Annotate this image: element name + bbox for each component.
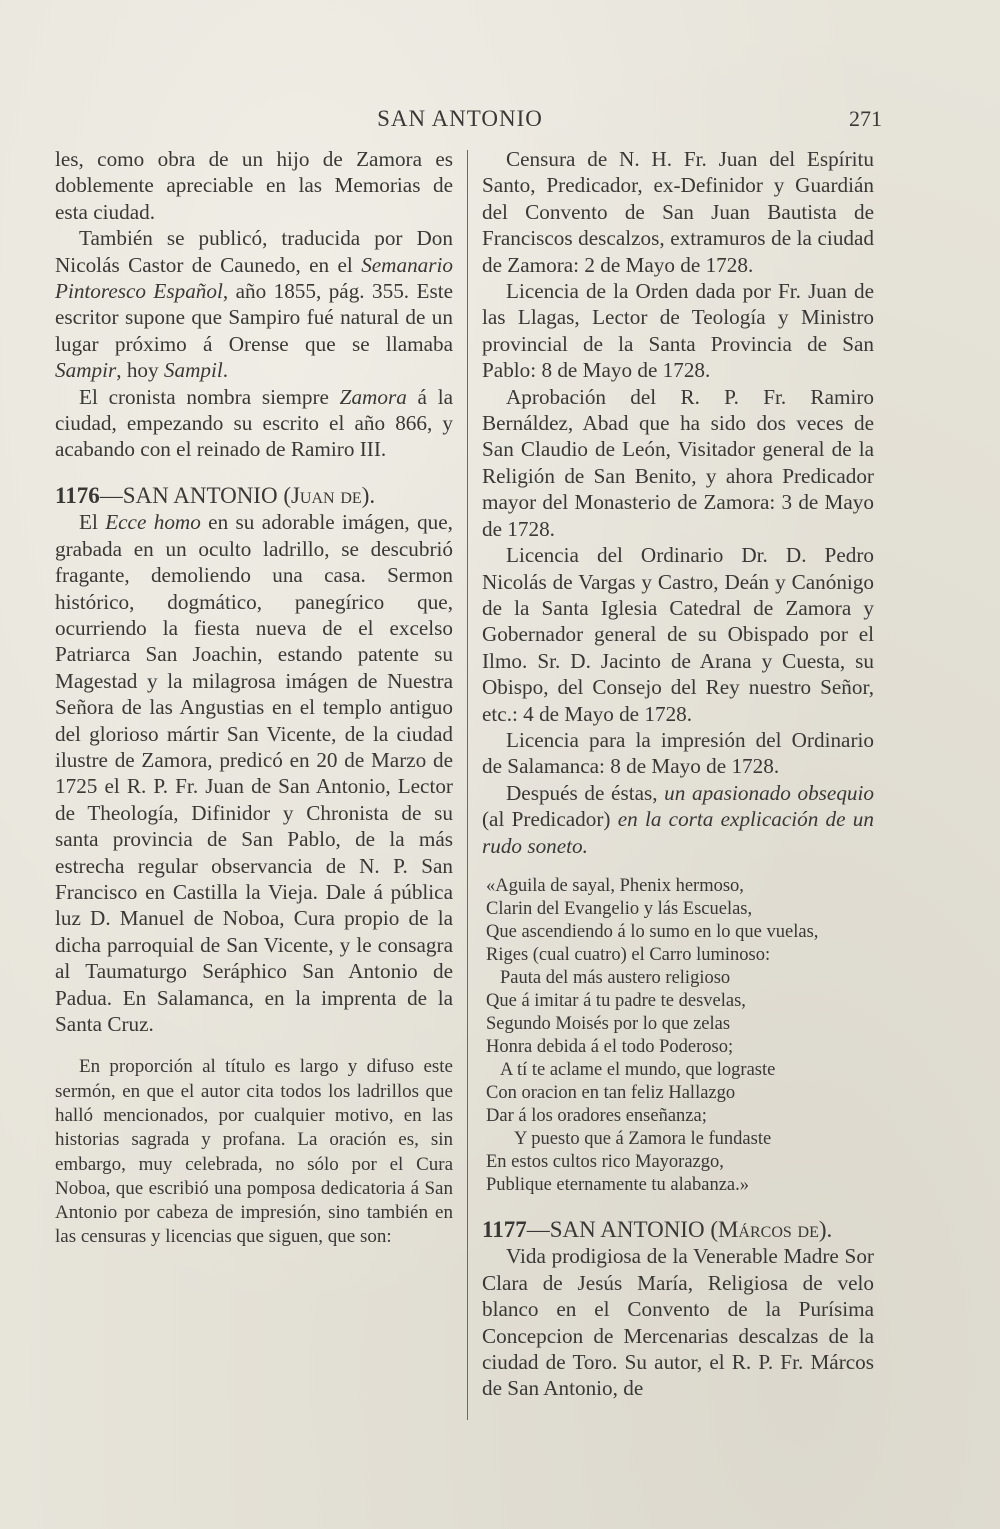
paragraph: En proporción al título es largo y difuso este sermón, en que el autor cita todos los ladrillos que halló mencionados, por cualquier motivo, en las historias sagrada y profana. La oración es, sin embargo, muy celebrada, no sólo por el Cura Noboa, que escribió una pomposa dedicatoria á San Antonio por cabeza de impresión, sino también en las censuras y licencias que siguen, que son: bbox=[55, 1056, 453, 1248]
italic-title: Semanario Pintoresco Español bbox=[55, 252, 453, 304]
italic-word: Sampil bbox=[163, 358, 223, 383]
italic-word: Zamora bbox=[339, 384, 407, 409]
paragraph: Censura de N. H. Fr. Juan del Espíritu Santo, Predicador, ex-Definidor y Guardián del Convento de San Juan Bautista de Franciscos descalzos, extramuros de la ciudad de Zamora: 2 de Mayo de 1728. bbox=[482, 147, 874, 277]
paragraph bbox=[55, 384, 453, 463]
text-run: (al Predicador) bbox=[482, 807, 618, 832]
right-column bbox=[482, 146, 874, 1402]
text-run: El cronista nombra siempre bbox=[79, 384, 340, 409]
italic-word: Ecce homo bbox=[105, 510, 201, 535]
paragraph: Vida prodigiosa de la Venerable Madre Sor Clara de Jesús María, Religiosa de velo blanco en el Convento de la Purísima Concepcion de Mercenarias descalzas de la ciudad de Toro. Su autor, el R. P. Fr. Márcos de San Antonio, de bbox=[482, 1244, 874, 1401]
poem-line: Publique eternamente tu alabanza.» bbox=[486, 1174, 750, 1195]
poem-line: Honra debida á el todo Poderoso; bbox=[486, 1036, 734, 1057]
poem-line: Segundo Moisés por lo que zelas bbox=[486, 1013, 731, 1034]
paragraph bbox=[482, 780, 874, 859]
poem-line: A tí te aclame el mundo, que lograste bbox=[500, 1059, 776, 1080]
poem-line: «Aguila de sayal, Phenix hermoso, bbox=[486, 875, 744, 896]
text-run: en su adorable imágen, que, grabada en un oculto ladrillo, se descubrió fragante, demoliendo una casa. Sermon histórico, dogmático, panegírico que, ocurriendo la fiesta nueva de el excelso Patriarca San Joachin, estando patente su Magestad y la milagrosa imágen de Nuestra Señora de las Angustias en el templo antiguo del glorioso mártir San Vicente, de la ciudad ilustre de Zamora, predicó en 20 de Marzo de 1725 el R. P. Fr. Juan de San Antonio, Lector de Theología, Difinidor y Chronista de su santa provincia de San Pablo, de la más estrecha regular observancia de N. P. San Francisco en Castilla la Vieja. Dale á pública luz D. Manuel de Noboa, Cura propio de la dicha parroquial de San Vicente, y le consagra al Taumaturgo Seráphico San Antonio de Padua. En Salamanca, en la imprenta de la Santa Cruz. bbox=[55, 510, 453, 1036]
italic-phrase: en la corta explicación de un rudo soneto. bbox=[482, 807, 874, 858]
text-run: También se publicó, traducida por Don Nicolás Castor de Caunedo, en el bbox=[55, 226, 453, 277]
text-run: ). bbox=[361, 482, 376, 508]
paragraph: les, como obra de un hijo de Zamora es doblemente apreciable en las Memorias de esta ciudad. bbox=[55, 147, 453, 224]
sonnet bbox=[482, 875, 874, 1197]
text-run: Después de éstas, bbox=[506, 780, 665, 805]
poem-line: Pauta del más austero religioso bbox=[500, 967, 731, 988]
page-number: 271 bbox=[849, 106, 882, 131]
spacer bbox=[55, 1037, 453, 1055]
paragraph: Aprobación del R. P. Fr. Ramiro Bernáldez, Abad que ha sido dos veces de San Claudio de León, Visitador general de la Religión de San Benito, y ahora Predicador mayor del Monasterio de Zamora: 3 de Mayo de 1728. bbox=[482, 384, 874, 541]
entry-name: —SAN ANTONIO ( bbox=[526, 1216, 718, 1242]
text-run: , hoy bbox=[116, 358, 164, 383]
poem-line: Clarin del Evangelio y lás Escuelas, bbox=[486, 898, 753, 919]
text-run: ). bbox=[818, 1216, 833, 1242]
paragraph: Licencia para la impresión del Ordinario de Salamanca: 8 de Mayo de 1728. bbox=[482, 727, 874, 779]
poem-line: Que ascendiendo á lo sumo en lo que vuelas, bbox=[486, 921, 819, 942]
poem-line: Dar á los oradores enseñanza; bbox=[486, 1105, 707, 1126]
entry-heading-1176 bbox=[55, 483, 453, 509]
poem-line: Con oracion en tan feliz Hallazgo bbox=[486, 1082, 736, 1103]
left-column bbox=[55, 146, 453, 1250]
entry-number: 1176 bbox=[55, 482, 100, 508]
text-run: . bbox=[222, 358, 229, 383]
entry-heading-1177 bbox=[482, 1217, 874, 1243]
paragraph: Licencia del Ordinario Dr. D. Pedro Nicolás de Vargas y Castro, Deán y Canónigo de la Santa Iglesia Catedral de Zamora y Gobernador general de su Obispado por el Ilmo. Sr. D. Jacinto de Arana y Cuesta, su Obispo, del Consejo del Rey nuestro Señor, etc.: 4 de Mayo de 1728. bbox=[482, 543, 874, 726]
entry-author: Juan de bbox=[290, 482, 362, 508]
poem-line: Riges (cual cuatro) el Carro luminoso: bbox=[486, 944, 771, 965]
italic-word: Sampir bbox=[55, 358, 117, 383]
entry-number: 1177 bbox=[482, 1216, 527, 1242]
italic-phrase: un apasionado obsequio bbox=[664, 780, 874, 805]
poem-line: Que á imitar á tu padre te desvelas, bbox=[486, 990, 746, 1011]
text-run: El bbox=[79, 510, 106, 535]
poem-line: Y puesto que á Zamora le fundaste bbox=[514, 1128, 772, 1149]
running-title: SAN ANTONIO bbox=[377, 106, 543, 131]
entry-author: Márcos de bbox=[717, 1216, 819, 1242]
entry-name: —SAN ANTONIO ( bbox=[99, 482, 291, 508]
text-run: , año 1855, pág. 355. Este escritor supone que Sampiro fué natural de un lugar próximo á Orense que se llamaba bbox=[55, 279, 453, 356]
paragraph: Licencia de la Orden dada por Fr. Juan de las Llagas, Lector de Teología y Ministro provincial de la Santa Provincia de San Pablo: 8 de Mayo de 1728. bbox=[482, 279, 874, 383]
paragraph bbox=[55, 225, 453, 383]
paragraph bbox=[55, 509, 453, 1037]
text-run: á la ciudad, empezando su escrito el año 866, y acabando con el reinado de Ramiro III. bbox=[55, 384, 453, 462]
poem-line: En estos cultos rico Mayorazgo, bbox=[486, 1151, 724, 1172]
column-divider bbox=[467, 150, 468, 1420]
